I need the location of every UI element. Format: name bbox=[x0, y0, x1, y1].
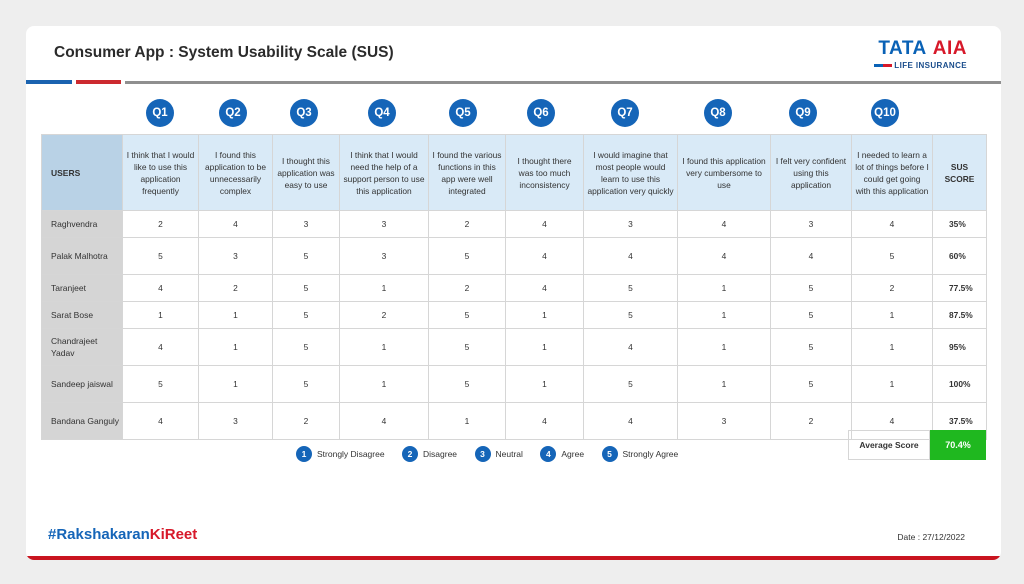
answer-cell: 1 bbox=[852, 302, 933, 329]
question-badge-q1: Q1 bbox=[146, 99, 174, 127]
user-name-cell: Bandana Ganguly bbox=[42, 403, 123, 440]
answer-cell: 1 bbox=[506, 329, 584, 366]
answer-cell: 4 bbox=[199, 211, 273, 238]
question-badge-q6: Q6 bbox=[527, 99, 555, 127]
question-badge-q2: Q2 bbox=[219, 99, 247, 127]
answer-cell: 4 bbox=[584, 329, 678, 366]
answer-cell: 3 bbox=[340, 211, 429, 238]
question-text-q4: I think that I would need the help of a support person to use this application bbox=[340, 135, 429, 211]
table-header-row bbox=[42, 135, 987, 211]
answer-cell: 5 bbox=[429, 302, 506, 329]
answer-cell: 2 bbox=[123, 211, 199, 238]
legend-label: Agree bbox=[561, 448, 585, 459]
answer-cell: 1 bbox=[199, 302, 273, 329]
answer-cell: 4 bbox=[123, 329, 199, 366]
answer-cell: 1 bbox=[678, 275, 771, 302]
hashtag-part-red: KiReet bbox=[149, 526, 198, 543]
legend-item bbox=[602, 445, 679, 463]
legend-item bbox=[402, 445, 457, 463]
user-name-cell: Sarat Bose bbox=[42, 302, 123, 329]
logo-aia-text: AIA bbox=[932, 38, 967, 59]
answer-cell: 1 bbox=[429, 403, 506, 440]
date-label: Date : 27/12/2022 bbox=[897, 532, 965, 542]
user-name-cell: Chandrajeet Yadav bbox=[42, 329, 123, 366]
answer-cell: 5 bbox=[273, 366, 340, 403]
legend-label: Neutral bbox=[495, 448, 523, 459]
legend-number-badge: 1 bbox=[296, 446, 312, 462]
answer-cell: 1 bbox=[678, 366, 771, 403]
sus-score-cell: 95% bbox=[933, 329, 987, 366]
question-text-q8: I found this application very cumbersome to use bbox=[678, 135, 771, 211]
answer-cell: 3 bbox=[678, 403, 771, 440]
presentation-card bbox=[26, 26, 1001, 560]
question-text-q3: I thought this application was easy to use bbox=[273, 135, 340, 211]
user-name-cell: Sandeep jaiswal bbox=[42, 366, 123, 403]
answer-cell: 4 bbox=[506, 403, 584, 440]
question-badge-q8: Q8 bbox=[704, 99, 732, 127]
answer-cell: 3 bbox=[273, 211, 340, 238]
legend-label: Disagree bbox=[423, 448, 458, 459]
answer-cell: 1 bbox=[506, 302, 584, 329]
question-badge-q9: Q9 bbox=[789, 99, 817, 127]
answer-cell: 5 bbox=[584, 366, 678, 403]
table-row bbox=[42, 366, 987, 403]
answer-cell: 5 bbox=[771, 275, 852, 302]
answer-cell: 4 bbox=[852, 211, 933, 238]
answer-cell: 1 bbox=[678, 302, 771, 329]
answer-cell: 2 bbox=[852, 275, 933, 302]
legend-number-badge: 4 bbox=[540, 446, 556, 462]
question-badge-q10: Q10 bbox=[871, 99, 899, 127]
divider-blue bbox=[26, 80, 72, 84]
sus-score-column-header: SUS SCORE bbox=[933, 135, 987, 211]
answer-cell: 1 bbox=[340, 329, 429, 366]
question-text-q10: I needed to learn a lot of things before I could get going with this application bbox=[852, 135, 933, 211]
question-badge-q4: Q4 bbox=[368, 99, 396, 127]
table-row bbox=[42, 403, 987, 440]
logo-subtitle: LIFE INSURANCE bbox=[894, 61, 967, 70]
question-text-q1: I think that I would like to use this application frequently bbox=[123, 135, 199, 211]
question-badge-q3: Q3 bbox=[290, 99, 318, 127]
legend-item bbox=[296, 445, 385, 463]
user-name-cell: Palak Malhotra bbox=[42, 238, 123, 275]
legend-label: Strongly Disagree bbox=[317, 448, 385, 459]
answer-cell: 5 bbox=[584, 302, 678, 329]
answer-cell: 5 bbox=[273, 275, 340, 302]
legend-item bbox=[475, 445, 523, 463]
answer-cell: 4 bbox=[123, 275, 199, 302]
sus-score-cell: 100% bbox=[933, 366, 987, 403]
average-score-value: 70.4% bbox=[930, 430, 986, 460]
answer-cell: 1 bbox=[199, 366, 273, 403]
answer-cell: 1 bbox=[852, 329, 933, 366]
divider-red bbox=[76, 80, 121, 84]
answer-cell: 5 bbox=[771, 329, 852, 366]
sus-table bbox=[41, 134, 987, 440]
answer-cell: 5 bbox=[429, 366, 506, 403]
answer-cell: 4 bbox=[678, 211, 771, 238]
answer-cell: 5 bbox=[771, 302, 852, 329]
answer-cell: 5 bbox=[429, 329, 506, 366]
average-score-label: Average Score bbox=[848, 430, 930, 460]
answer-cell: 5 bbox=[852, 238, 933, 275]
question-text-q9: I felt very confident using this application bbox=[771, 135, 852, 211]
answer-cell: 4 bbox=[506, 275, 584, 302]
answer-cell: 5 bbox=[429, 238, 506, 275]
answer-cell: 3 bbox=[771, 211, 852, 238]
answer-cell: 2 bbox=[273, 403, 340, 440]
tata-aia-logo bbox=[849, 38, 967, 72]
answer-cell: 1 bbox=[506, 366, 584, 403]
sus-score-cell: 35% bbox=[933, 211, 987, 238]
footer-red-bar bbox=[26, 556, 1001, 560]
answer-cell: 5 bbox=[123, 366, 199, 403]
user-name-cell: Raghvendra bbox=[42, 211, 123, 238]
answer-cell: 5 bbox=[771, 366, 852, 403]
answer-cell: 4 bbox=[340, 403, 429, 440]
question-badge-q5: Q5 bbox=[449, 99, 477, 127]
answer-cell: 4 bbox=[852, 403, 933, 440]
answer-cell: 4 bbox=[506, 238, 584, 275]
legend-item bbox=[540, 445, 584, 463]
sus-score-cell: 87.5% bbox=[933, 302, 987, 329]
divider-gray bbox=[125, 81, 1001, 84]
sus-score-cell: 37.5% bbox=[933, 403, 987, 440]
answer-cell: 4 bbox=[771, 238, 852, 275]
answer-cell: 5 bbox=[273, 329, 340, 366]
question-text-q7: I would imagine that most people would learn to use this application very quickly bbox=[584, 135, 678, 211]
answer-cell: 1 bbox=[340, 275, 429, 302]
question-badges-row bbox=[41, 96, 986, 130]
answer-cell: 2 bbox=[429, 275, 506, 302]
legend-number-badge: 2 bbox=[402, 446, 418, 462]
answer-cell: 1 bbox=[852, 366, 933, 403]
answer-cell: 3 bbox=[199, 403, 273, 440]
answer-cell: 2 bbox=[771, 403, 852, 440]
table-row bbox=[42, 302, 987, 329]
answer-cell: 3 bbox=[340, 238, 429, 275]
answer-cell: 5 bbox=[273, 238, 340, 275]
legend-number-badge: 5 bbox=[602, 446, 618, 462]
answer-cell: 1 bbox=[199, 329, 273, 366]
answer-cell: 5 bbox=[584, 275, 678, 302]
legend-number-badge: 3 bbox=[475, 446, 491, 462]
table-row bbox=[42, 329, 987, 366]
answer-cell: 3 bbox=[199, 238, 273, 275]
answer-cell: 1 bbox=[340, 366, 429, 403]
rating-legend bbox=[296, 445, 691, 463]
sus-score-cell: 60% bbox=[933, 238, 987, 275]
answer-cell: 5 bbox=[273, 302, 340, 329]
logo-tata-text: TATA bbox=[878, 38, 927, 59]
answer-cell: 2 bbox=[199, 275, 273, 302]
answer-cell: 2 bbox=[429, 211, 506, 238]
question-text-q2: I found this application to be unnecessarily complex bbox=[199, 135, 273, 211]
answer-cell: 4 bbox=[123, 403, 199, 440]
answer-cell: 1 bbox=[678, 329, 771, 366]
answer-cell: 4 bbox=[584, 238, 678, 275]
table-row bbox=[42, 211, 987, 238]
hashtag-part-blue: #Rakshakaran bbox=[48, 526, 150, 543]
answer-cell: 4 bbox=[584, 403, 678, 440]
sus-score-cell: 77.5% bbox=[933, 275, 987, 302]
user-name-cell: Taranjeet bbox=[42, 275, 123, 302]
page-title: Consumer App : System Usability Scale (SUS) bbox=[54, 44, 394, 61]
question-text-q5: I found the various functions in this app were well integrated bbox=[429, 135, 506, 211]
campaign-hashtag bbox=[48, 526, 197, 543]
answer-cell: 5 bbox=[123, 238, 199, 275]
question-badge-q7: Q7 bbox=[611, 99, 639, 127]
answer-cell: 4 bbox=[506, 211, 584, 238]
answer-cell: 3 bbox=[584, 211, 678, 238]
legend-label: Strongly Agree bbox=[622, 448, 679, 459]
answer-cell: 1 bbox=[123, 302, 199, 329]
answer-cell: 2 bbox=[340, 302, 429, 329]
answer-cell: 4 bbox=[678, 238, 771, 275]
table-row bbox=[42, 275, 987, 302]
question-text-q6: I thought there was too much inconsistency bbox=[506, 135, 584, 211]
logo-bar-icon bbox=[874, 64, 892, 67]
users-column-header: USERS bbox=[42, 135, 123, 211]
table-row bbox=[42, 238, 987, 275]
